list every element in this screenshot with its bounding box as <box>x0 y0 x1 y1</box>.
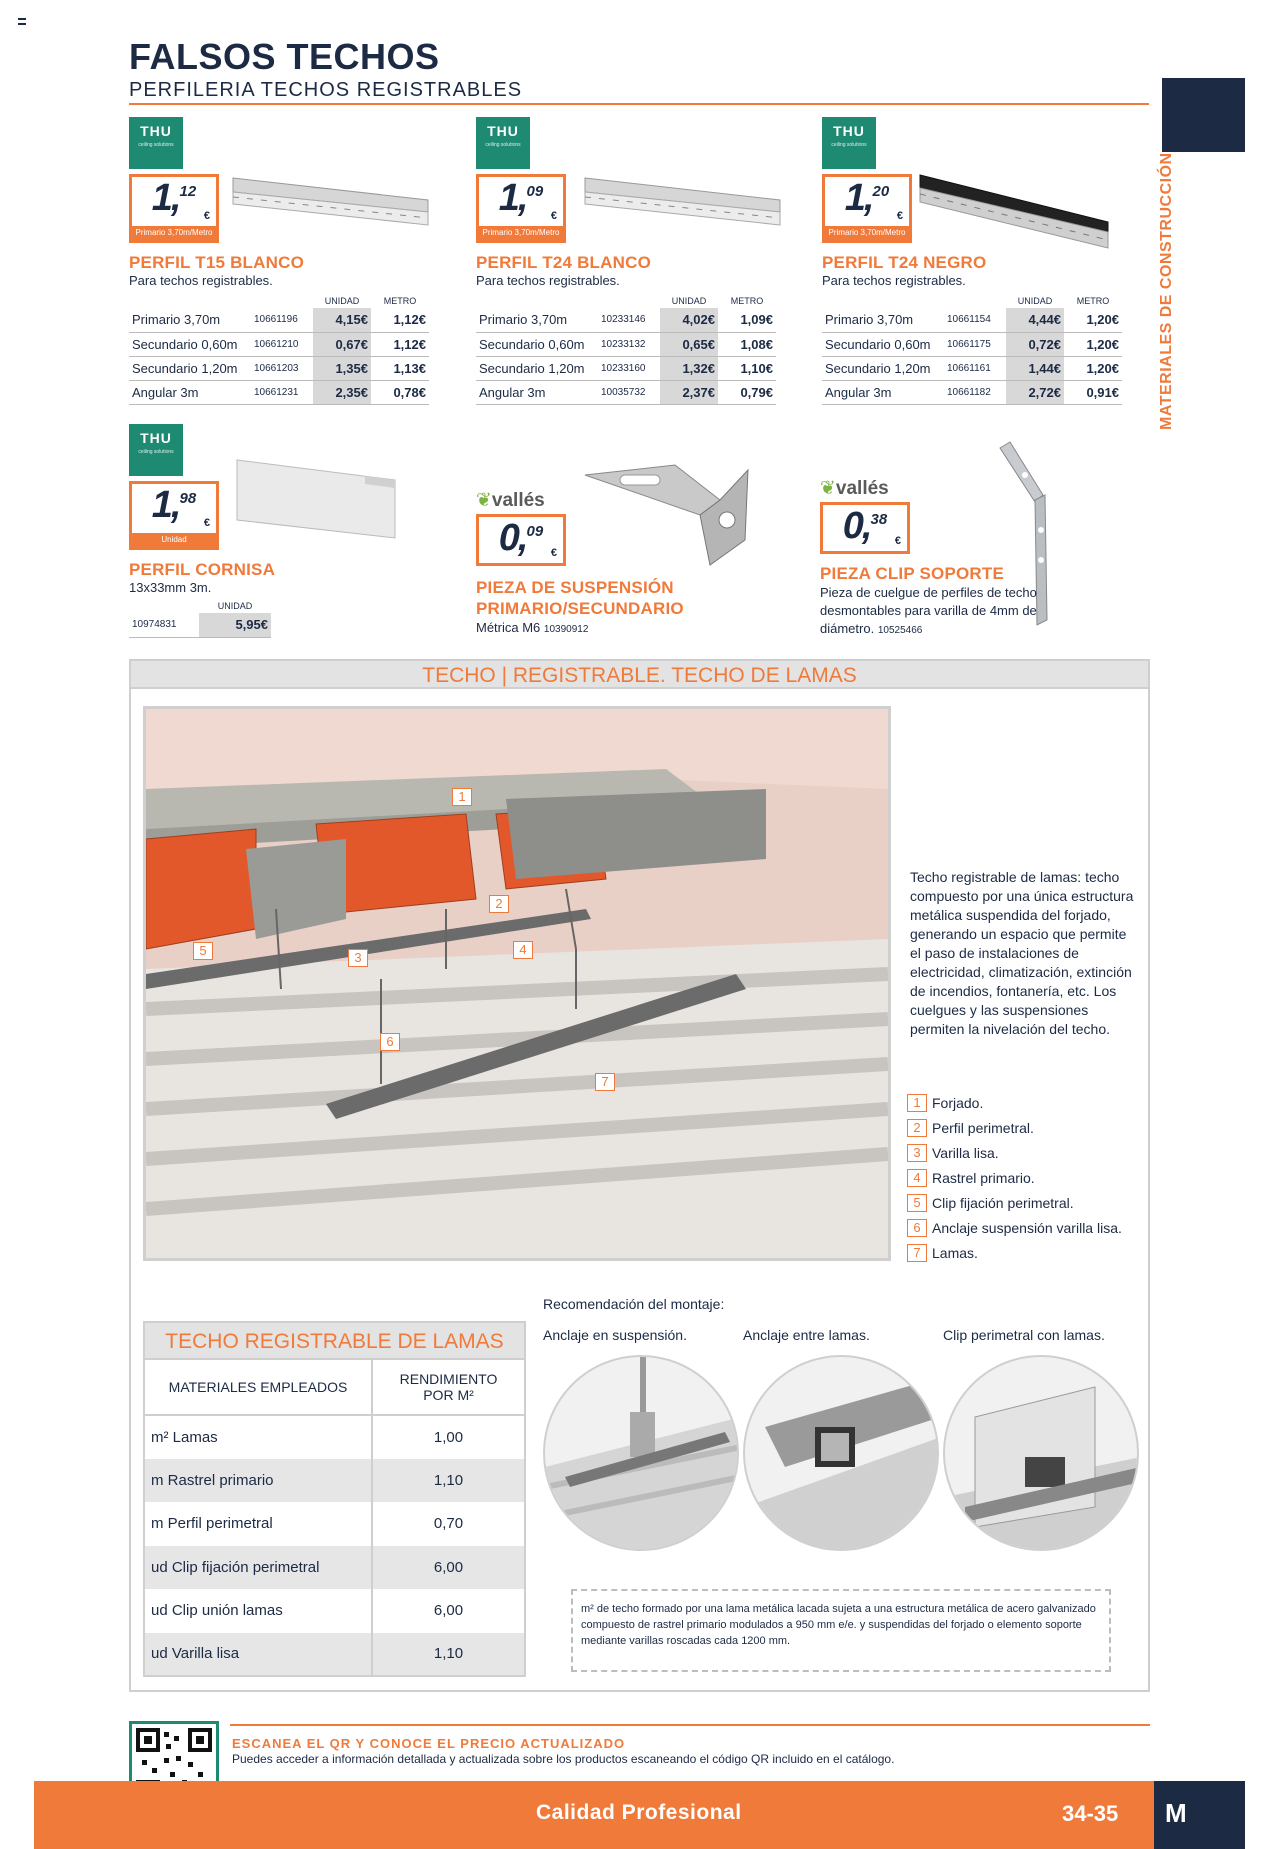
legend-item: 1 Forjado. <box>907 1090 1147 1115</box>
cornisa-profile-image <box>235 458 400 543</box>
callout-5: 5 <box>193 942 213 960</box>
table-row: m Rastrel primario 1,10 <box>144 1459 525 1503</box>
product-name: PERFIL T24 NEGRO <box>822 253 987 272</box>
qr-divider <box>230 1724 1150 1726</box>
page-subtitle: PERFILERIA TECHOS REGISTRABLES <box>129 79 523 101</box>
page-title: FALSOS TECHOS <box>129 36 440 77</box>
table-row: Primario 3,70m 10233146 4,02€ 1,09€ <box>476 308 776 332</box>
profile-t15-image <box>228 170 433 230</box>
table-row: 10974831 5,95€ <box>129 613 271 637</box>
table-row: ud Clip unión lamas 6,00 <box>144 1589 525 1633</box>
page-numbers: 34-35 <box>1062 1801 1119 1826</box>
table-row: Angular 3m 10661231 2,35€ 0,78€ <box>129 380 429 404</box>
price-tag: 1,98 € Unidad <box>129 481 219 550</box>
clip-support-image <box>995 440 1070 630</box>
section-tab-block <box>1162 78 1245 152</box>
montaje-detail-suspension <box>543 1355 739 1551</box>
table-row: Secundario 1,20m 10661203 1,35€ 1,13€ <box>129 356 429 380</box>
price-table: UNIDAD METRO Primario 3,70m 10233146 4,02€ 1,09€ Secundario 0,60m 10233132 0,65€ 1,08€ Secundario 1,20m 10233160 1,32€ 1,10€ Angular 3m 10035732 2,37€ 0,79€ <box>476 294 776 405</box>
legend-item: 5 Clip fijación perimetral. <box>907 1190 1147 1215</box>
thu-brand-logo: THU ceiling solutions <box>476 117 530 169</box>
legend-item: 4 Rastrel primario. <box>907 1165 1147 1190</box>
montaje-title: Recomendación del montaje: <box>543 1296 725 1312</box>
montaje-label-1: Anclaje en suspensión. <box>543 1327 687 1343</box>
table-row: ud Clip fijación perimetral 6,00 <box>144 1546 525 1590</box>
callout-4: 4 <box>513 941 533 959</box>
product-name: PERFIL CORNISA <box>129 560 276 579</box>
legend-item: 6 Anclaje suspensión varilla lisa. <box>907 1215 1147 1240</box>
side-section-text: MATERIALES DE CONSTRUCCIÓN <box>1158 152 1175 430</box>
product-desc-2: desmontables para varilla de 4mm de <box>820 603 1037 618</box>
table-row: Secundario 0,60m 10661175 0,72€ 1,20€ <box>822 332 1122 356</box>
table-row: Angular 3m 10035732 2,37€ 0,79€ <box>476 380 776 404</box>
price-table: UNIDAD 10974831 5,95€ <box>129 599 271 638</box>
legend-item: 2 Perfil perimetral. <box>907 1115 1147 1140</box>
legend-item: 7 Lamas. <box>907 1240 1147 1265</box>
table-row: Secundario 1,20m 10233160 1,32€ 1,10€ <box>476 356 776 380</box>
product-name: PIEZA CLIP SOPORTE <box>820 564 1005 583</box>
callout-6: 6 <box>380 1033 400 1051</box>
legend-item: 3 Varilla lisa. <box>907 1140 1147 1165</box>
price-tag: 1,09 € Primario 3,70m/Metro <box>476 174 566 243</box>
technical-note: m² de techo formado por una lama metálica lacada sujeta a una estructura metálica de acero galvanizado compuesto de rastrel primario modulados a 950 mm e/e. y suspendidas del forjado o elemento soporte mediante varillas roscadas cada 1200 mm. <box>571 1589 1111 1672</box>
product-desc: Métrica M6 10390912 <box>476 620 589 635</box>
montaje-detail-lamas <box>743 1355 939 1551</box>
table-row: Secundario 1,20m 10661161 1,44€ 1,20€ <box>822 356 1122 380</box>
qr-description: Puedes acceder a información detallada y actualizada sobre los productos escaneando el código QR incluido en el catálogo. <box>232 1752 895 1766</box>
table-row: Angular 3m 10661182 2,72€ 0,91€ <box>822 380 1122 404</box>
product-name: PIEZA DE SUSPENSIÓN <box>476 578 674 597</box>
table-row: Secundario 0,60m 10661210 0,67€ 1,12€ <box>129 332 429 356</box>
product-desc: 13x33mm 3m. <box>129 580 212 595</box>
section-description: Techo registrable de lamas: techo compuesto por una única estructura metálica suspendida del forjado, generando un espacio que permite el paso de instalaciones de electricidad, climatización, extinción de incendios, fontanería, etc. Los cuelgues y las suspensiones permiten la nivelación del techo. <box>910 869 1134 1037</box>
header-rule <box>129 103 1149 105</box>
table-row: Secundario 0,60m 10233132 0,65€ 1,08€ <box>476 332 776 356</box>
valles-brand-logo: ❦vallés <box>820 478 889 499</box>
page-marker-icon <box>18 18 26 25</box>
product-name-2: PRIMARIO/SECUNDARIO <box>476 599 684 618</box>
price-tag: 0,38 € <box>820 502 910 554</box>
callout-7: 7 <box>595 1073 615 1091</box>
table-row: ud Varilla lisa 1,10 <box>144 1633 525 1677</box>
table-row: Primario 3,70m 10661196 4,15€ 1,12€ <box>129 308 429 332</box>
valles-brand-logo: ❦vallés <box>476 490 545 511</box>
price-table: UNIDAD METRO Primario 3,70m 10661154 4,44€ 1,20€ Secundario 0,60m 10661175 0,72€ 1,20€ Secundario 1,20m 10661161 1,44€ 1,20€ Angular 3m 10661182 2,72€ 0,91€ <box>822 294 1122 405</box>
montaje-detail-clip <box>943 1355 1139 1551</box>
product-name: PERFIL T24 BLANCO <box>476 253 651 272</box>
product-desc-1: Pieza de cuelgue de perfiles de techo <box>820 585 1037 600</box>
montaje-label-3: Clip perimetral con lamas. <box>943 1327 1105 1343</box>
materials-title: TECHO REGISTRABLE DE LAMAS <box>143 1321 526 1360</box>
thu-brand-logo: THU ceiling solutions <box>822 117 876 169</box>
callout-3: 3 <box>348 949 368 967</box>
ceiling-diagram <box>143 706 891 1261</box>
product-desc: Para techos registrables. <box>476 273 620 288</box>
product-desc: Para techos registrables. <box>129 273 273 288</box>
qr-title: ESCANEA EL QR Y CONOCE EL PRECIO ACTUALIZADO <box>232 1736 626 1751</box>
product-desc: Para techos registrables. <box>822 273 966 288</box>
profile-t24-white-image <box>580 170 785 230</box>
table-row: m Perfil perimetral 0,70 <box>144 1502 525 1546</box>
brand-logo-icon: M <box>1165 1798 1187 1828</box>
product-name: PERFIL T15 BLANCO <box>129 253 304 272</box>
callout-1: 1 <box>452 788 472 806</box>
section-title: TECHO | REGISTRABLE. TECHO DE LAMAS <box>129 659 1150 689</box>
footer-tagline: Calidad Profesional <box>536 1801 742 1824</box>
price-tag: 1,12 € Primario 3,70m/Metro <box>129 174 219 243</box>
price-tag: 1,20 € Primario 3,70m/Metro <box>822 174 912 243</box>
price-tag: 0,09 € <box>476 514 566 566</box>
product-desc-3: diámetro. 10525466 <box>820 621 923 636</box>
profile-t24-black-image <box>918 170 1113 265</box>
table-row: Primario 3,70m 10661154 4,44€ 1,20€ <box>822 308 1122 332</box>
table-row: m² Lamas 1,00 <box>144 1415 525 1459</box>
montaje-label-2: Anclaje entre lamas. <box>743 1327 870 1343</box>
callout-2: 2 <box>489 895 509 913</box>
suspension-piece-image <box>580 460 755 570</box>
materials-table: TECHO REGISTRABLE DE LAMAS MATERIALES EMPLEADOS RENDIMIENTO POR M² m² Lamas 1,00 m Rastrel primario 1,10 m Perfil perimetral 0,70 ud Clip fijación perimetral 6,00 ud Clip unión lamas 6,00 ud Varilla lisa 1,10 <box>143 1321 526 1677</box>
thu-brand-logo: THU ceiling solutions <box>129 424 183 476</box>
thu-brand-logo: THU ceiling solutions <box>129 117 183 169</box>
ceiling-illustration <box>146 709 888 1258</box>
diagram-legend <box>907 1090 1147 1265</box>
price-table: UNIDAD METRO Primario 3,70m 10661196 4,15€ 1,12€ Secundario 0,60m 10661210 0,67€ 1,12€ Secundario 1,20m 10661203 1,35€ 1,13€ Angular 3m 10661231 2,35€ 0,78€ <box>129 294 429 405</box>
